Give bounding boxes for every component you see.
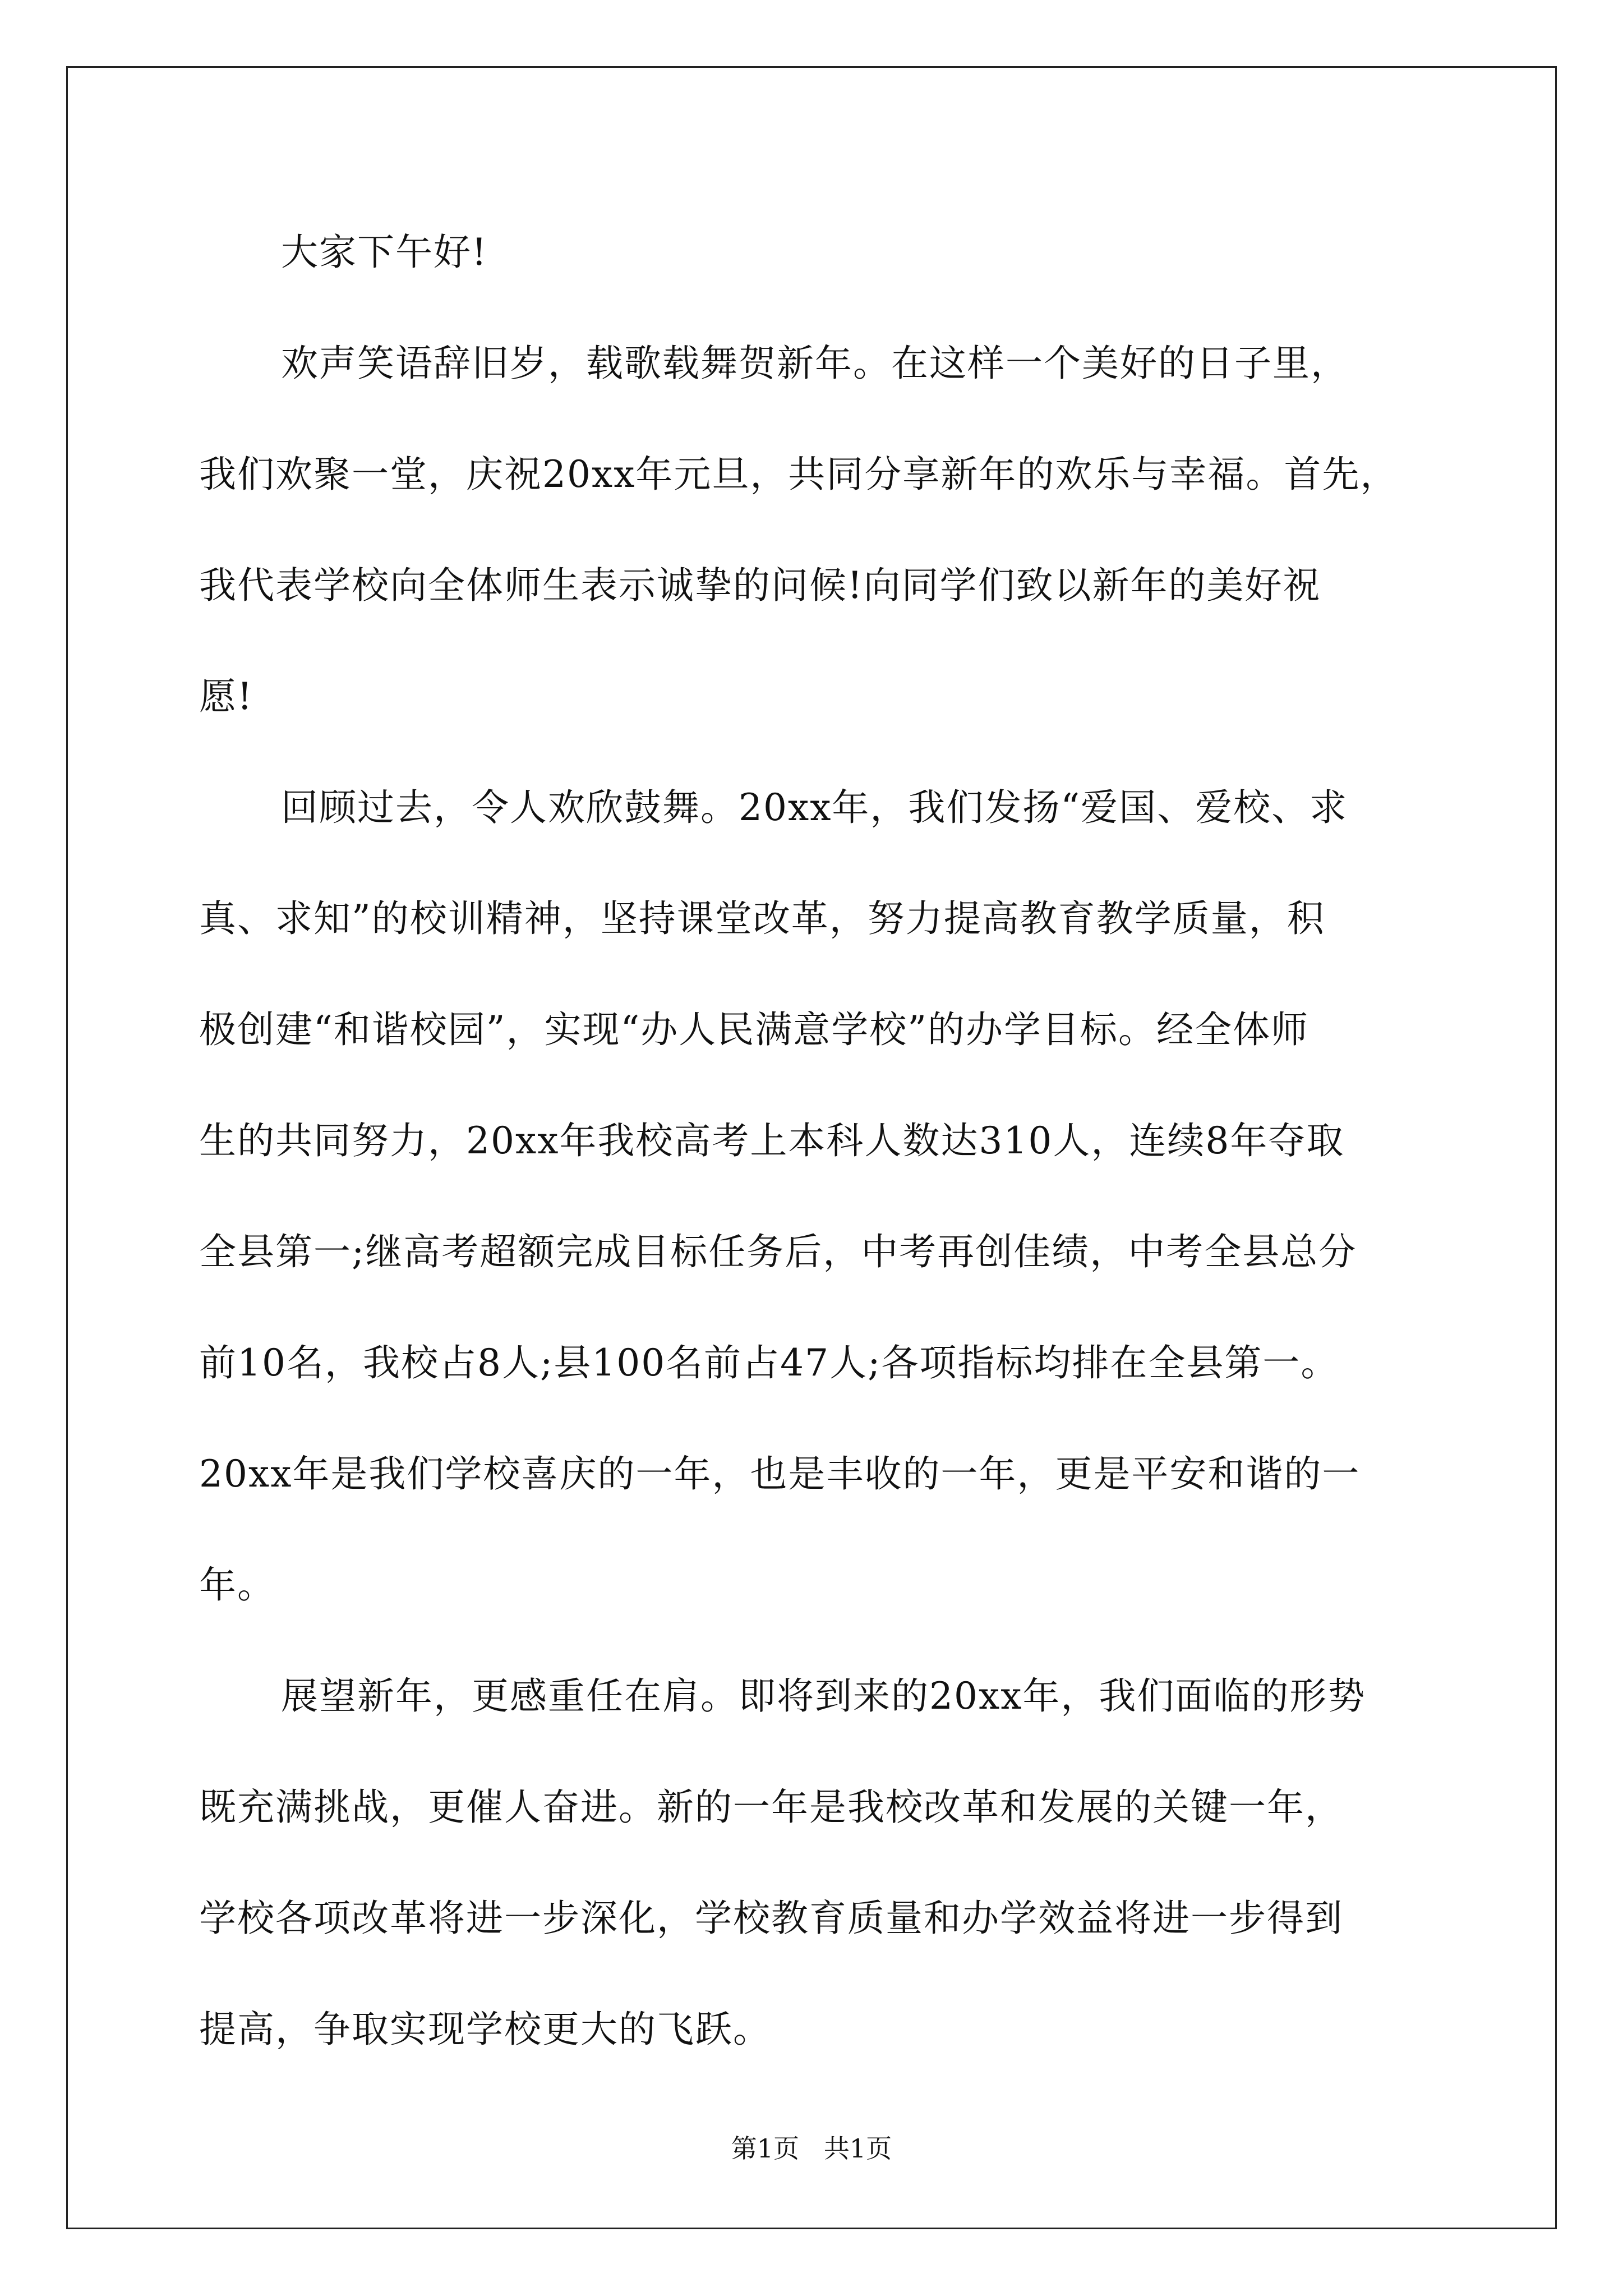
document-body <box>199 216 1433 2104</box>
paragraph-3-line-2: 既充满挑战，更催人奋进。新的一年是我校改革和发展的关键一年， <box>199 1786 1343 1829</box>
paragraph-2-line-3: 极创建“和谐校园”，实现“办人民满意学校”的办学目标。经全体师 <box>199 1008 1309 1051</box>
paragraph-3-line-4: 提高，争取实现学校更大的飞跃。 <box>199 2008 771 2051</box>
paragraph-2-line-2: 真、求知”的校训精神，坚持课堂改革，努力提高教育教学质量，积 <box>199 897 1325 940</box>
paragraph-3-line-1: 展望新年，更感重任在肩。即将到来的20xx年，我们面临的形势 <box>281 1674 1366 1718</box>
paragraph-2-line-8: 年。 <box>199 1563 275 1607</box>
paragraph-2-line-7: 20xx年是我们学校喜庆的一年，也是丰收的一年，更是平安和谐的一 <box>199 1452 1361 1496</box>
paragraph-3-line-3: 学校各项改革将进一步深化，学校教育质量和办学效益将进一步得到 <box>199 1897 1343 1940</box>
page-number-footer: 第1页 共1页 <box>731 2133 892 2164</box>
paragraph-2-line-4: 生的共同努力，20xx年我校高考上本科人数达310人，连续8年夺取 <box>199 1119 1345 1162</box>
greeting-line: 大家下午好! <box>281 231 488 274</box>
paragraph-1-line-2: 我们欢聚一堂，庆祝20xx年元旦，共同分享新年的欢乐与幸福。首先， <box>199 453 1399 496</box>
paragraph-1-line-4: 愿! <box>199 675 253 718</box>
paragraph-2-line-6: 前10名，我校占8人;县100名前占47人;各项指标均排在全县第一。 <box>199 1341 1339 1384</box>
paragraph-1-line-3: 我代表学校向全体师生表示诚挚的问候!向同学们致以新年的美好祝 <box>199 564 1321 607</box>
paragraph-1-line-1: 欢声笑语辞旧岁，载歌载舞贺新年。在这样一个美好的日子里， <box>281 342 1349 385</box>
paragraph-2-line-1: 回顾过去，令人欢欣鼓舞。20xx年，我们发扬“爱国、爱校、求 <box>281 786 1348 829</box>
paragraph-2-line-5: 全县第一;继高考超额完成目标任务后，中考再创佳绩，中考全县总分 <box>199 1230 1357 1273</box>
